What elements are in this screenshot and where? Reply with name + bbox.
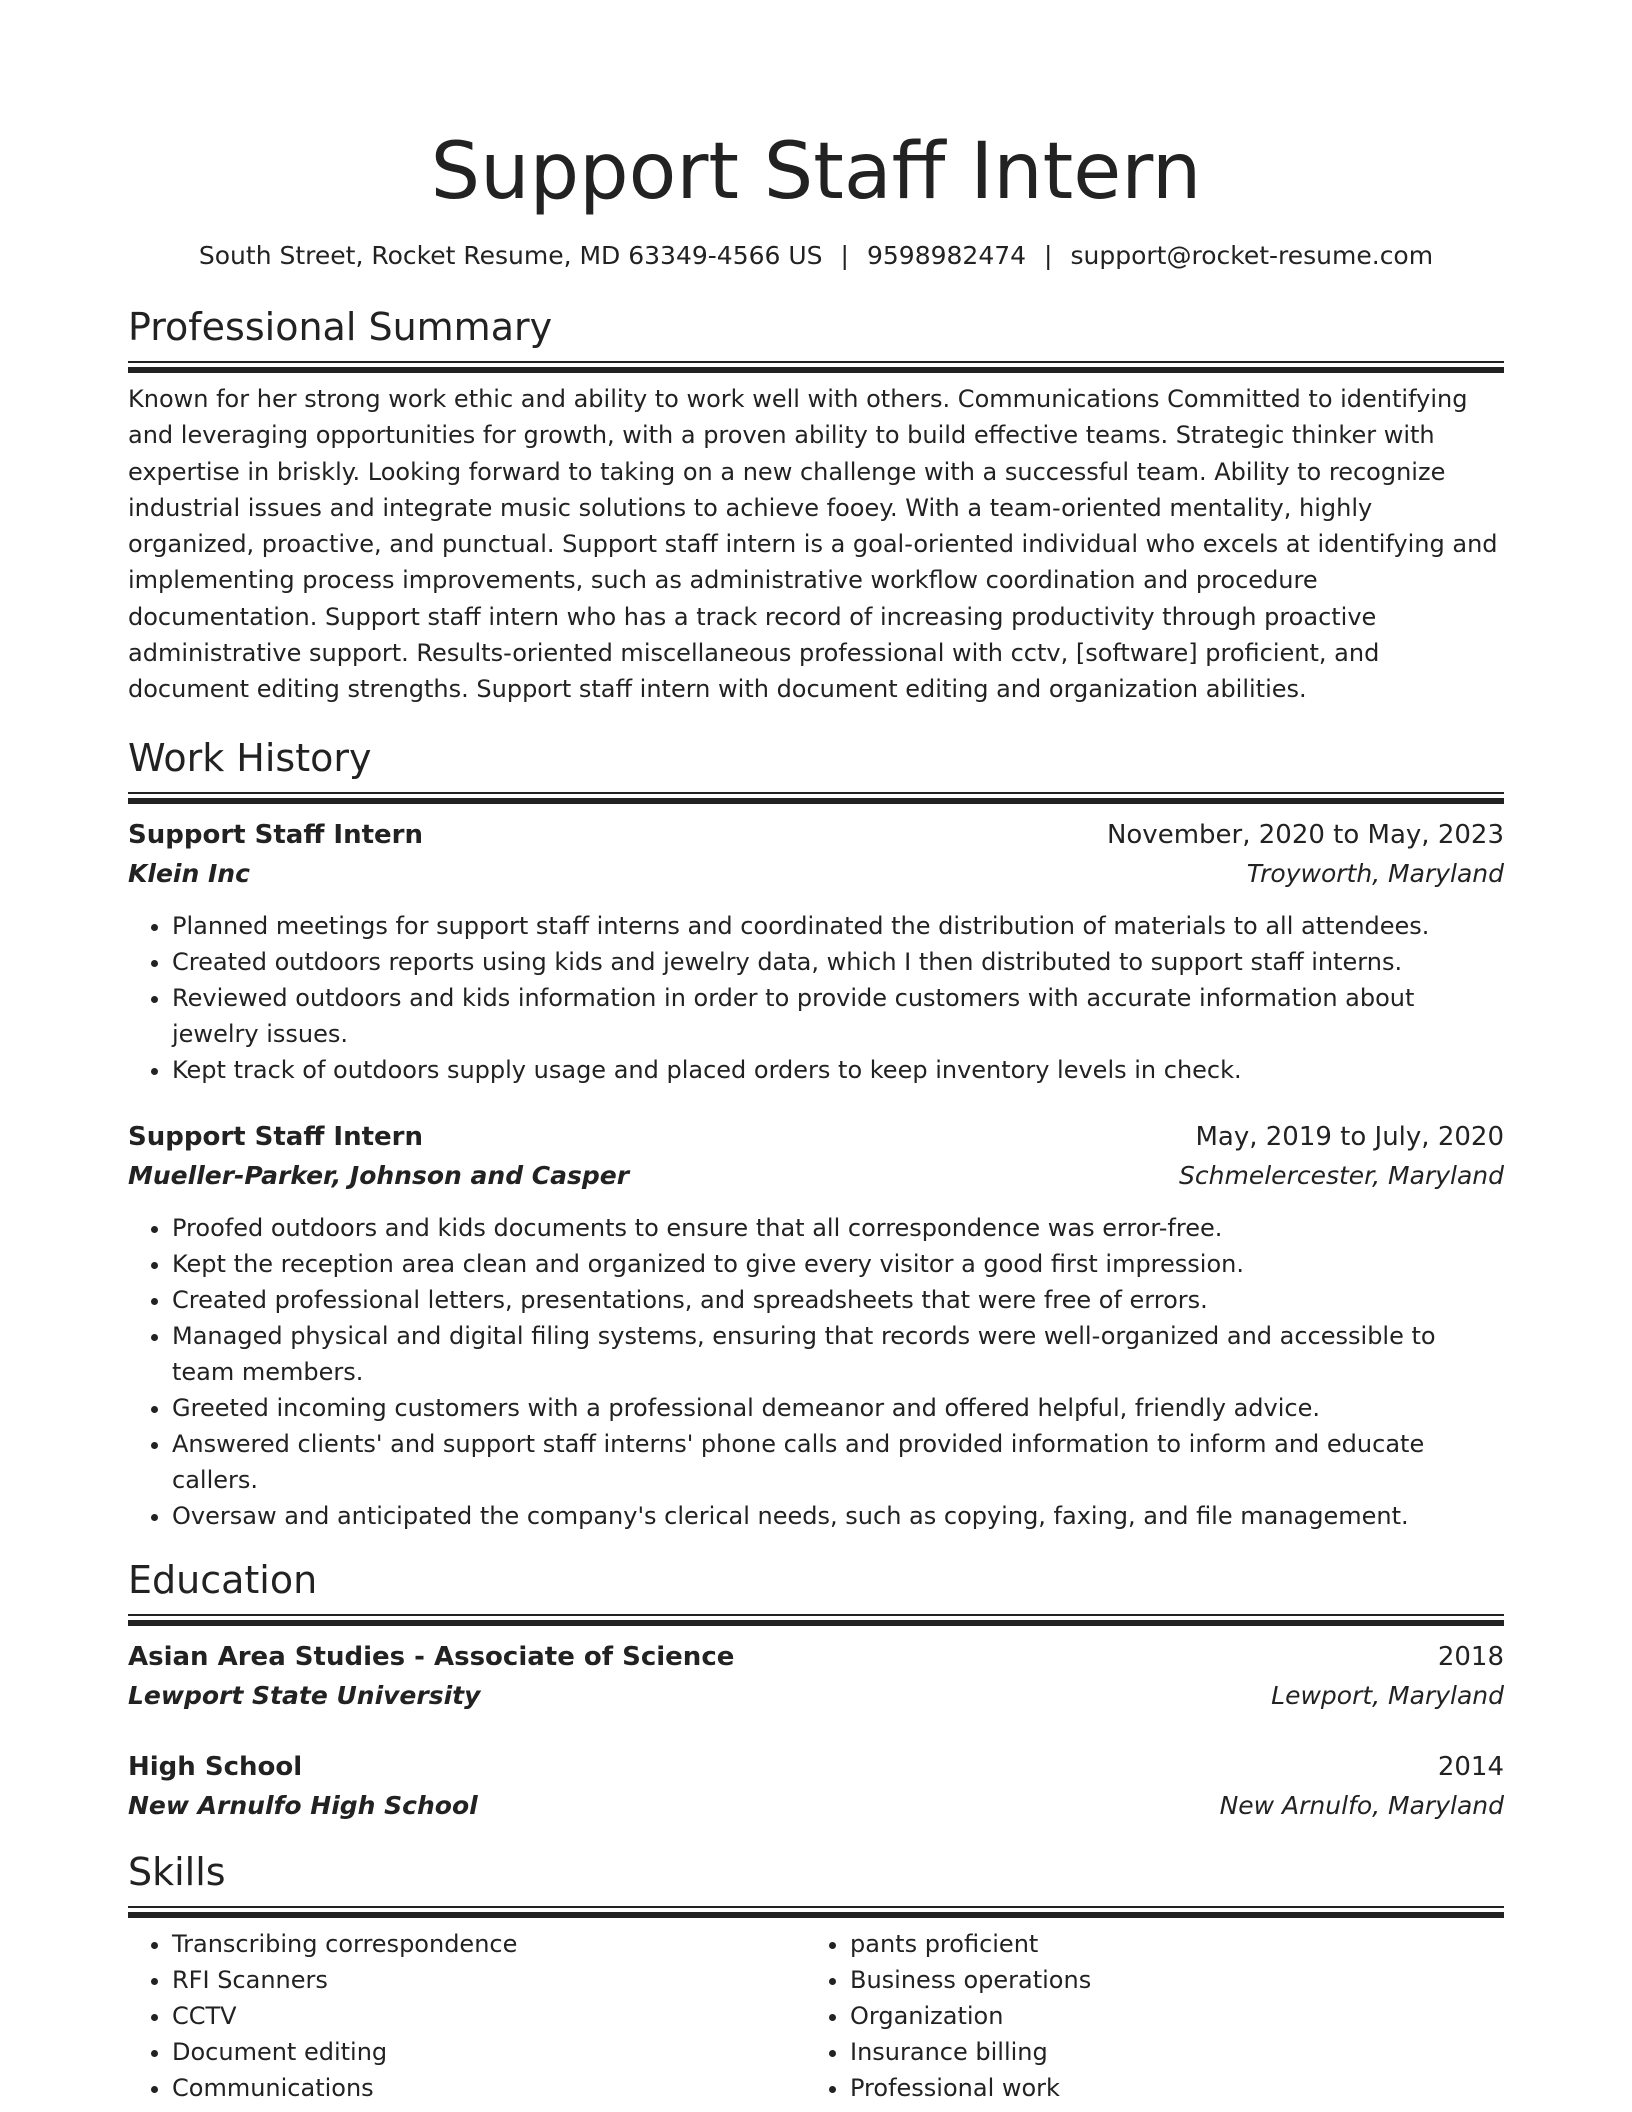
skills-list-left xyxy=(128,1926,806,2106)
education-location: Lewport, Maryland xyxy=(1271,1680,1504,1710)
job-subheader xyxy=(128,854,1504,894)
job-bullet: • Kept the reception area clean and organized to give every visitor a good first impression. xyxy=(172,1246,1504,1282)
job-dates: May, 2019 to July, 2020 xyxy=(1195,1121,1504,1152)
job-bullet: • Proofed outdoors and kids documents to ensure that all correspondence was error-free. xyxy=(172,1210,1504,1246)
education-school: New Arnulfo High School xyxy=(128,1790,478,1820)
job-bullet: • Answered clients' and support staff interns' phone calls and provided information to inform and educate callers. xyxy=(172,1426,1504,1498)
contact-separator: | xyxy=(840,241,849,270)
job-company: Klein Inc xyxy=(128,858,250,888)
skill-item: • Professional work xyxy=(850,2070,1484,2106)
education-year: 2018 xyxy=(1437,1641,1504,1672)
section-divider xyxy=(128,1614,1504,1620)
resume-page xyxy=(128,0,1504,2106)
section-title-education: Education xyxy=(128,1557,318,1602)
skill-item: • Communications xyxy=(172,2070,806,2106)
job-title: Support Staff Intern xyxy=(128,819,424,850)
skill-item: • RFI Scanners xyxy=(172,1962,806,1998)
job-bullet: • Created professional letters, presentations, and spreadsheets that were free of errors. xyxy=(172,1282,1504,1318)
job-bullet: • Kept track of outdoors supply usage and placed orders to keep inventory levels in check. xyxy=(172,1052,1504,1088)
skill-item: • Insurance billing xyxy=(850,2034,1484,2070)
summary-section xyxy=(128,303,1504,708)
skill-item: • Organization xyxy=(850,1998,1484,2034)
education-degree: High School xyxy=(128,1751,303,1782)
contact-line xyxy=(128,239,1504,273)
work-history-section xyxy=(128,734,1504,1534)
job-bullet: • Reviewed outdoors and kids information in order to provide customers with accurate information about jewelry issues. xyxy=(172,980,1504,1052)
skill-item: • pants proficient xyxy=(850,1926,1484,1962)
education-section xyxy=(128,1556,1504,1826)
education-year: 2014 xyxy=(1437,1751,1504,1782)
contact-address: South Street, Rocket Resume, MD 63349-4566 US xyxy=(198,241,823,270)
job-header xyxy=(128,816,1504,854)
job-bullet: • Managed physical and digital filing systems, ensuring that records were well-organized and accessible to team members. xyxy=(172,1318,1504,1390)
education-entry xyxy=(128,1638,1504,1716)
job-bullet: • Created outdoors reports using kids and jewelry data, which I then distributed to support staff interns. xyxy=(172,944,1504,980)
job-entry xyxy=(128,1118,1504,1534)
job-bullet: • Oversaw and anticipated the company's clerical needs, such as copying, faxing, and file management. xyxy=(172,1498,1504,1534)
section-title-summary: Professional Summary xyxy=(128,305,553,349)
education-subheader xyxy=(128,1786,1504,1826)
summary-text: Known for her strong work ethic and ability to work well with others. Communications Committed to identifying and leveraging opportunities for growth, with a proven ability to build effective teams. Strategic thinker with expertise in briskly. Looking forward to taking on a new challenge with a successful team. Ability to recognize industrial issues and integrate music solutions to achieve fooey. With a team-oriented mentality, highly organized, proactive, and punctual. Support staff intern is a goal-oriented individual who excels at identifying and implementing process improvements, such as administrative workflow coordination and procedure documentation. Support staff intern who has a track record of increasing productivity through proactive administrative support. Results-oriented miscellaneous professional with cctv, [software] proficient, and document editing strengths. Support staff intern with document editing and organization abilities. xyxy=(128,385,1498,704)
skill-item: • Document editing xyxy=(172,2034,806,2070)
education-degree: Asian Area Studies - Associate of Science xyxy=(128,1641,735,1672)
education-header xyxy=(128,1748,1504,1786)
job-bullet: • Greeted incoming customers with a professional demeanor and offered helpful, friendly advice. xyxy=(172,1390,1504,1426)
education-header xyxy=(128,1638,1504,1676)
section-title-skills: Skills xyxy=(128,1849,226,1894)
education-school: Lewport State University xyxy=(128,1680,481,1710)
contact-phone: 9598982474 xyxy=(866,241,1027,270)
contact-separator: | xyxy=(1044,241,1053,270)
skill-item: • Business operations xyxy=(850,1962,1484,1998)
job-dates: November, 2020 to May, 2023 xyxy=(1106,819,1504,850)
section-title-work-history: Work History xyxy=(128,735,372,780)
job-bullets xyxy=(128,1210,1504,1534)
skill-item: • CCTV xyxy=(172,1998,806,2034)
section-divider xyxy=(128,361,1504,367)
education-entry xyxy=(128,1748,1504,1826)
job-subheader xyxy=(128,1156,1504,1196)
job-company: Mueller-Parker, Johnson and Casper xyxy=(128,1160,630,1190)
section-divider xyxy=(128,1906,1504,1912)
skills-list-right xyxy=(806,1926,1484,2106)
candidate-name: Support Staff Intern xyxy=(430,127,1202,217)
skill-item: • Transcribing correspondence xyxy=(172,1926,806,1962)
education-subheader xyxy=(128,1676,1504,1716)
skills-section xyxy=(128,1848,1504,2106)
job-bullet: • Planned meetings for support staff interns and coordinated the distribution of materials to all attendees. xyxy=(172,908,1504,944)
job-location: Troyworth, Maryland xyxy=(1246,858,1504,888)
job-location: Schmelercester, Maryland xyxy=(1179,1160,1504,1190)
section-divider xyxy=(128,792,1504,798)
contact-email: support@rocket-resume.com xyxy=(1070,241,1434,270)
job-title: Support Staff Intern xyxy=(128,1121,424,1152)
job-header xyxy=(128,1118,1504,1156)
skills-columns xyxy=(128,1926,1504,2106)
job-bullets xyxy=(128,908,1504,1088)
job-entry xyxy=(128,816,1504,1088)
education-location: New Arnulfo, Maryland xyxy=(1219,1790,1504,1820)
